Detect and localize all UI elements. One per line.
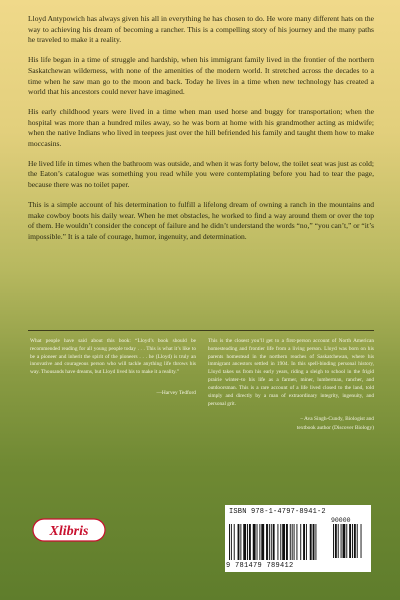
barcode-bar — [313, 524, 315, 560]
isbn-label: ISBN 978-1-4797-8941-2 — [229, 508, 326, 516]
blurb-paragraph-2: His life began in a time of struggle and hardship, when his immigrant family lived in the frontier of the northern Saskatchewan wilderness, with none of the amenities of the modern world. It stretched across the decades to a time when he saw man go to the moon and back. Today he lives in a time when new technology has created a world that his ancestors could never have imagined. — [28, 55, 374, 97]
barcode-bar — [247, 524, 248, 560]
addon-bar — [346, 524, 347, 558]
addon-bar — [349, 524, 351, 558]
review-left — [30, 338, 196, 397]
section-divider — [28, 330, 374, 331]
review-right — [208, 338, 374, 432]
barcode-bar — [269, 524, 270, 560]
barcode-bar — [271, 524, 272, 560]
barcode-bar — [290, 524, 291, 560]
addon-bar — [361, 524, 362, 558]
barcode-bar — [315, 524, 316, 560]
barcode-bar — [261, 524, 264, 560]
price-addon: 90000 — [331, 517, 351, 524]
blurb-paragraph-5: This is a simple account of his determination to fulfill a lifelong dream of owning a ranch in the mountains and make cowboy boots his daily wear. When he met obstacles, he worked to find a way around them or over the top of them. He wouldn’t consider the concept of failure and he didn’t understand the words “no,” “you can’t,” or “it’s impossible.” It is a tale of courage, humor, ingenuity, and determination. — [28, 199, 374, 241]
blurb-paragraph-3: His early childhood years were lived in a time when man used horse and buggy for transportation; when the hospital was more than a hundred miles away, so he was born at home with his grandmother acting as midwife; when the native Indians who lived in teepees just over the hill befriended his family and taught them how to make moccasins. — [28, 106, 374, 149]
addon-bar — [333, 524, 334, 558]
addon-bar — [352, 524, 353, 558]
review-left-attribution: —Harvey Tedford — [156, 390, 196, 397]
xlibris-logo — [32, 517, 106, 543]
book-description — [28, 14, 374, 252]
barcode-bar — [273, 524, 275, 560]
barcode-bar — [238, 524, 240, 560]
review-right-attribution — [208, 415, 374, 431]
review-right-attribution-line-1: – Ava Singh-Cundy, Biologist and — [300, 416, 374, 423]
barcode-bar — [243, 524, 246, 560]
barcode-bar — [266, 524, 268, 560]
addon-bar — [338, 524, 339, 558]
barcode-bar — [303, 524, 305, 560]
ean-digits: 9 781479 789412 — [226, 562, 294, 570]
addon-bar — [357, 524, 358, 558]
barcode-bar — [286, 524, 288, 560]
barcode-panel — [225, 505, 371, 572]
barcode-bar — [292, 524, 293, 560]
barcode-bar — [294, 524, 295, 560]
barcode-bar — [296, 524, 297, 560]
logo-text: Xlibris — [49, 524, 89, 539]
review-left-quote: What people have said about this book: “Lloyd’s book should be recommended reading for all young people today . . . This is what it’s like to be a pioneer and inherit the spirit of the pioneers . . . he (Lloyd) is truly an innovative and courageous person who will tackle anything life throws his way. Thousands have dreams, but Lloyd lived his to make it a reality.” — [30, 338, 196, 376]
addon-bar — [354, 524, 356, 558]
addon-bar — [343, 524, 346, 558]
barcode-bar — [229, 524, 230, 560]
blurb-paragraph-4: He lived life in times when the bathroom was outside, and when it was forty below, the toilet seat was just as cold; the Eaton’s catalogue was something you read while you were contemplating before you had to tear the page, because there was no toilet paper. — [28, 158, 374, 190]
barcode-bar — [280, 524, 281, 560]
barcode-bar — [249, 524, 251, 560]
barcode-bar — [310, 524, 312, 560]
barcode-graphic — [229, 524, 367, 562]
addon-bar — [335, 524, 337, 558]
barcode-bar — [234, 524, 235, 560]
barcode-bar — [259, 524, 260, 560]
review-right-quote: This is the closest you’ll get to a first-person account of North American homesteading and frontier life from a living person. Lloyd was born on his parents homestead in the northern reaches of Saskatchewan, where his immigrant ancestors settled in 1904. In this spell-binding personal history, Lloyd takes us from his early years, riding a sleigh to school in the frigid prairie winter–to his life as a farmer, miner, lumberman, rancher, and outdoorsman. This is a rare account of a life lived closed to the land, told simply and directly by a man of extraordinary integrity, ingenuity, and personal grit. — [208, 338, 374, 407]
barcode-bar — [306, 524, 307, 560]
barcode-bar — [300, 524, 301, 560]
barcode-bar — [231, 524, 232, 560]
barcode-bar — [240, 524, 241, 560]
barcode-bar — [277, 524, 278, 560]
blurb-paragraph-1: Lloyd Antypowich has always given his all in everything he has chosen to do. He wore many different hats on the way to achieving his dream of becoming a rancher. This is a compelling story of his journey and the many paths he traveled to make it a reality. — [28, 14, 374, 45]
barcode-bar — [257, 524, 258, 560]
review-right-attribution-line-2: textbook author (Discover Biology) — [296, 424, 374, 431]
addon-bar — [341, 524, 342, 558]
barcode-bar — [253, 524, 256, 560]
barcode-bar — [282, 524, 285, 560]
